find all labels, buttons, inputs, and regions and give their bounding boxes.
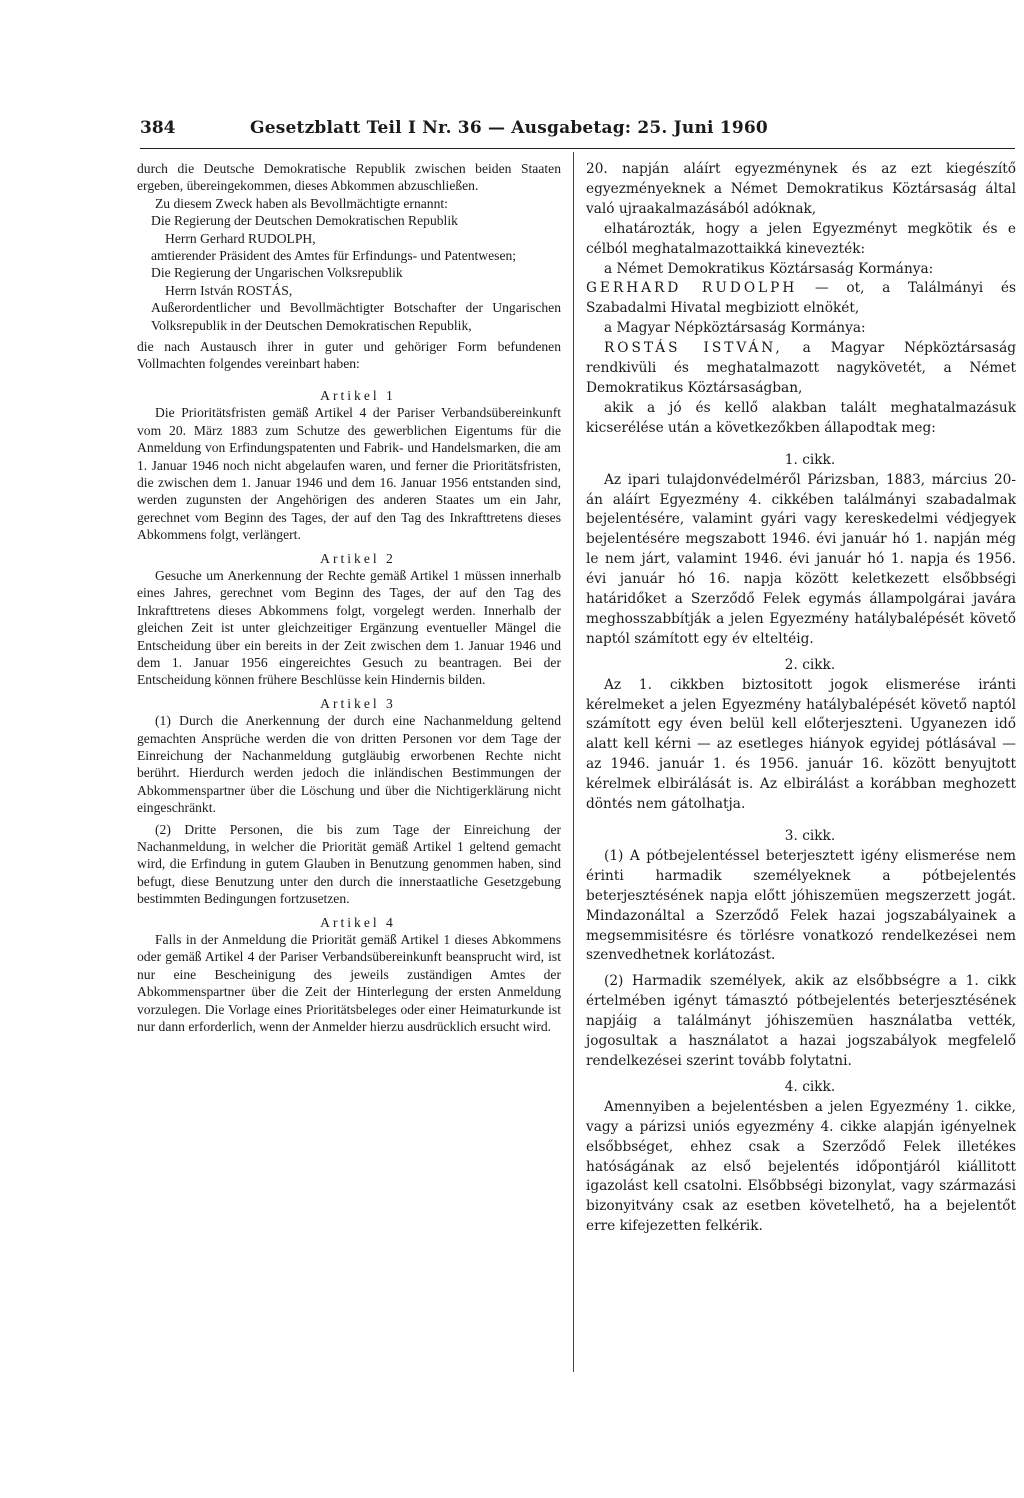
hungarian-article-2-heading: 2. cikk. (784, 656, 836, 673)
hungarian-article-3-para-1: (1) A pótbejelentéssel beterjesztett igény elismerése nem érinti harmadik személyeknek a pótbejelentés beterjesztésének napja előtt jóhiszemüen megszerzett jogát. Mindazonáltal a Szerződő Felek hazai jogszabályainek a megsemmisitésre és törlésre vonatkozó rendelkezései nem szenvedhetnek korlátozást. (586, 847, 1016, 964)
german-rostas-name: Herrn István ROSTÁS, (165, 282, 293, 298)
hungarian-gdr-government: a Német Demokratikus Köztársaság Kormánya: (604, 260, 934, 277)
header-rule (140, 148, 1015, 149)
hungarian-agreement-clause: akik a jó és kellő alakban talált meghatalmazásuk kicserélése után a következőkben állapodtak meg: (586, 399, 1016, 436)
german-article-2-text: Gesuche um Anerkennung der Rechte gemäß Artikel 1 müssen innerhalb eines Jahres, gerechnet vom Beginn des Tages, der auf den Tag des Inkrafttretens dieses Abkommens folgt, vorgelegt werden. Innerhalb der gleichen Zeit ist unter gleichzeitiger Ergänzung eventueller Mängel die Entscheidung über ein bereits in der Zeit zwischen dem 1. Januar 1946 und dem 1. Januar 1956 eingereichtes Gesuch zu beantragen. Bei der Entscheidung können frühere Beschlüsse kein Hindernis bilden. (137, 567, 561, 688)
german-article-1-heading: Artikel 1 (320, 387, 396, 403)
hungarian-article-1-heading: 1. cikk. (784, 451, 836, 468)
german-article-1-text: Die Prioritätsfristen gemäß Artikel 4 der Pariser Verbandsübereinkunft vom 20. März 1883 zum Schutze des gewerblichen Eigentums für die Anmeldung von Erfindungspatenten und Fabrik- und Handelsmarken, die am 1. Januar 1946 noch nicht abgelaufen waren, und ferner die Prioritätsfristen, die zwischen dem 1. Januar 1946 und dem 16. Januar 1956 entstanden sind, werden zugunsten der Angehörigen des anderen Staates um ein Jahr, gerechnet vom Beginn des Tages, der auf den Tag des Inkrafttretens dieses Abkommens folgt, verlängert. (137, 405, 561, 543)
german-rudolph-title: amtierender Präsident des Amtes für Erfindungs- und Patentwesen; (151, 248, 517, 264)
hungarian-article-4-heading: 4. cikk. (784, 1078, 836, 1095)
hungarian-article-4-text: Amennyiben a bejelentésben a jelen Egyezmény 1. cikke, vagy a párizsi uniós egyezmény 4. cikke alapján igényelnek elsőbbséget, ehhez csak a Szerződő Felek illetékes hatóságának az első bejelentés időpontjáról kiállitott igazolást kell csatolni. Elsőbbségi bizonylat, vagy származási bizonyitvány csak az esetben követelhető, ha a bejelentőt erre kifejezetten felkérik. (586, 1098, 1016, 1235)
german-article-4-heading: Artikel 4 (320, 914, 396, 930)
german-article-3-heading: Artikel 3 (320, 695, 396, 711)
page-number: 384 (140, 118, 176, 138)
hungarian-rostas-title: a Magyar Népköztársaság rendkivüli és meghatalmazott nagykövetét, a Német Demokratikus Köztársaságban, (586, 340, 1016, 396)
hungarian-decision-clause: elhatározták, hogy a jelen Egyezményt megkötik és e célból meghatalmazottaikká kinevezték: (586, 220, 1016, 257)
german-rudolph-name: Herrn Gerhard RUDOLPH, (165, 230, 316, 246)
hungarian-column (586, 160, 1016, 1237)
hungarian-article-2-text: Az 1. cikkben biztositott jogok elismerése iránti kérelmeket a jelen Egyezmény hatálybalépését követő naptól számított egy éven belül kell előterjeszteni. Ugyanezen idő alatt kell kérni — az esetleges hiányok egyidej pótlásával — az 1946. január 1. és 1956. január 16. között benyujtott kérelmek elbirálását is. Az elbirálást a korábban meghozett döntés nem gátolhatja. (586, 676, 1016, 813)
german-plenipotentiaries-intro: Zu diesem Zweck haben als Bevollmächtigte ernannt: (155, 195, 448, 211)
hungarian-article-3-para-2: (2) Harmadik személyek, akik az elsőbbségre a 1. cikk értelmében igényt támasztó pótbejelentés beterjesztésének napjáig a találmányt jóhiszemüen használatba vették, jogosultak a használatot a hazai jogszabályok megfelelő rendelkezései szerint tovább folytatni. (586, 973, 1016, 1069)
german-article-3-para-2: (2) Dritte Personen, die bis zum Tage der Einreichung der Nachanmeldung, in welcher die Priorität gemäß Artikel 1 geltend gemacht wird, die Erfindung in gutem Glauben in Benutzung genommen haben, sind befugt, diese Benutzung unter den durch die innerstaatliche Gesetzgebung bestimmten Bedingungen fortzusetzen. (137, 821, 561, 907)
german-column (137, 160, 561, 1036)
hungarian-rudolph-name: GERHARD RUDOLPH (586, 280, 798, 297)
german-gdr-government: Die Regierung der Deutschen Demokratischen Republik (151, 213, 458, 229)
german-preamble-end: durch die Deutsche Demokratische Republik zwischen beiden Staaten ergeben, übereingekommen, dieses Abkommen abzuschließen. (137, 161, 561, 194)
german-article-3-para-1: (1) Durch die Anerkennung der durch eine Nachanmeldung geltend gemachten Ansprüche werden die von dritten Personen vor dem Tage der Einreichung der Nachanmeldung gutgläubig erworbenen Rechte nicht berührt. Hierdurch werden jedoch die inländischen Bestimmungen der Abkommenspartner über die Löschung und über die Nichtigerklärung nicht eingeschränkt. (137, 713, 561, 816)
german-agreement-clause: die nach Austausch ihrer in guter und gehöriger Form befundenen Vollmachten folgendes vereinbart haben: (137, 339, 561, 372)
hungarian-rostas-line (586, 339, 1016, 399)
hungarian-rudolph-line (586, 279, 1016, 319)
hungarian-hungary-government: a Magyar Népköztársaság Kormánya: (604, 320, 866, 337)
hungarian-rudolph-title: — ot, a Találmányi és Szabadalmi Hivatal megbiziott elnökét, (586, 280, 1016, 317)
german-article-4-text: Falls in der Anmeldung die Priorität gemäß Artikel 1 dieses Abkommens oder gemäß Artikel 4 der Pariser Verbandsübereinkunft beansprucht wird, ist nur eine Bescheinigung des jeweils zuständigen Amtes der Abkommenspartner über die Zeit der Hinterlegung der ersten Anmeldung vorzulegen. Die Vorlage eines Prioritätsbeleges oder einer Heimaturkunde ist nur dann erforderlich, wenn der Anmelder hierzu ausdrücklich ersucht wird. (137, 932, 561, 1035)
german-rostas-title: Außerordentlicher und Bevollmächtigter Botschafter der Ungarischen Volksrepublik in der Deutschen Demokratischen Republik, (151, 300, 561, 333)
page-header (140, 114, 1020, 144)
hungarian-preamble-end: 20. napján aláírt egyezménynek és az ezt kiegészítő egyezményeknek a Német Demokratikus Köztársaság által való ujraakalmazásából adóknak, (586, 161, 1016, 217)
hungarian-article-1-text: Az ipari tulajdonvédelméről Párizsban, 1883, március 20-án aláírt Egyezmény 4. cikkében találmányi szabadalmak bejelentésére, valamint gyári vagy kereskedelmi védjegyek bejelentésére megszabott 1946. évi január hó 1. napján még le nem járt, valamint 1946. évi január hó 1. napja és 1956. évi január hó 16. napja között keletkezett elsőbbségi határidőket a Szerződő Felek egymás állampolgárai javára meghosszabbítják a jelen Egyezmény hatálybalépését követő naptól számított egy év elteltéig. (586, 471, 1016, 647)
running-title: Gesetzblatt Teil I Nr. 36 — Ausgabetag: 25. Juni 1960 (250, 118, 768, 138)
hungarian-rostas-name: ROSTÁS ISTVÁN, (604, 340, 783, 357)
hungarian-article-3-heading: 3. cikk. (784, 828, 836, 844)
german-article-2-heading: Artikel 2 (320, 550, 396, 566)
column-divider (573, 152, 574, 1372)
german-hungary-government: Die Regierung der Ungarischen Volksrepublik (151, 265, 403, 281)
